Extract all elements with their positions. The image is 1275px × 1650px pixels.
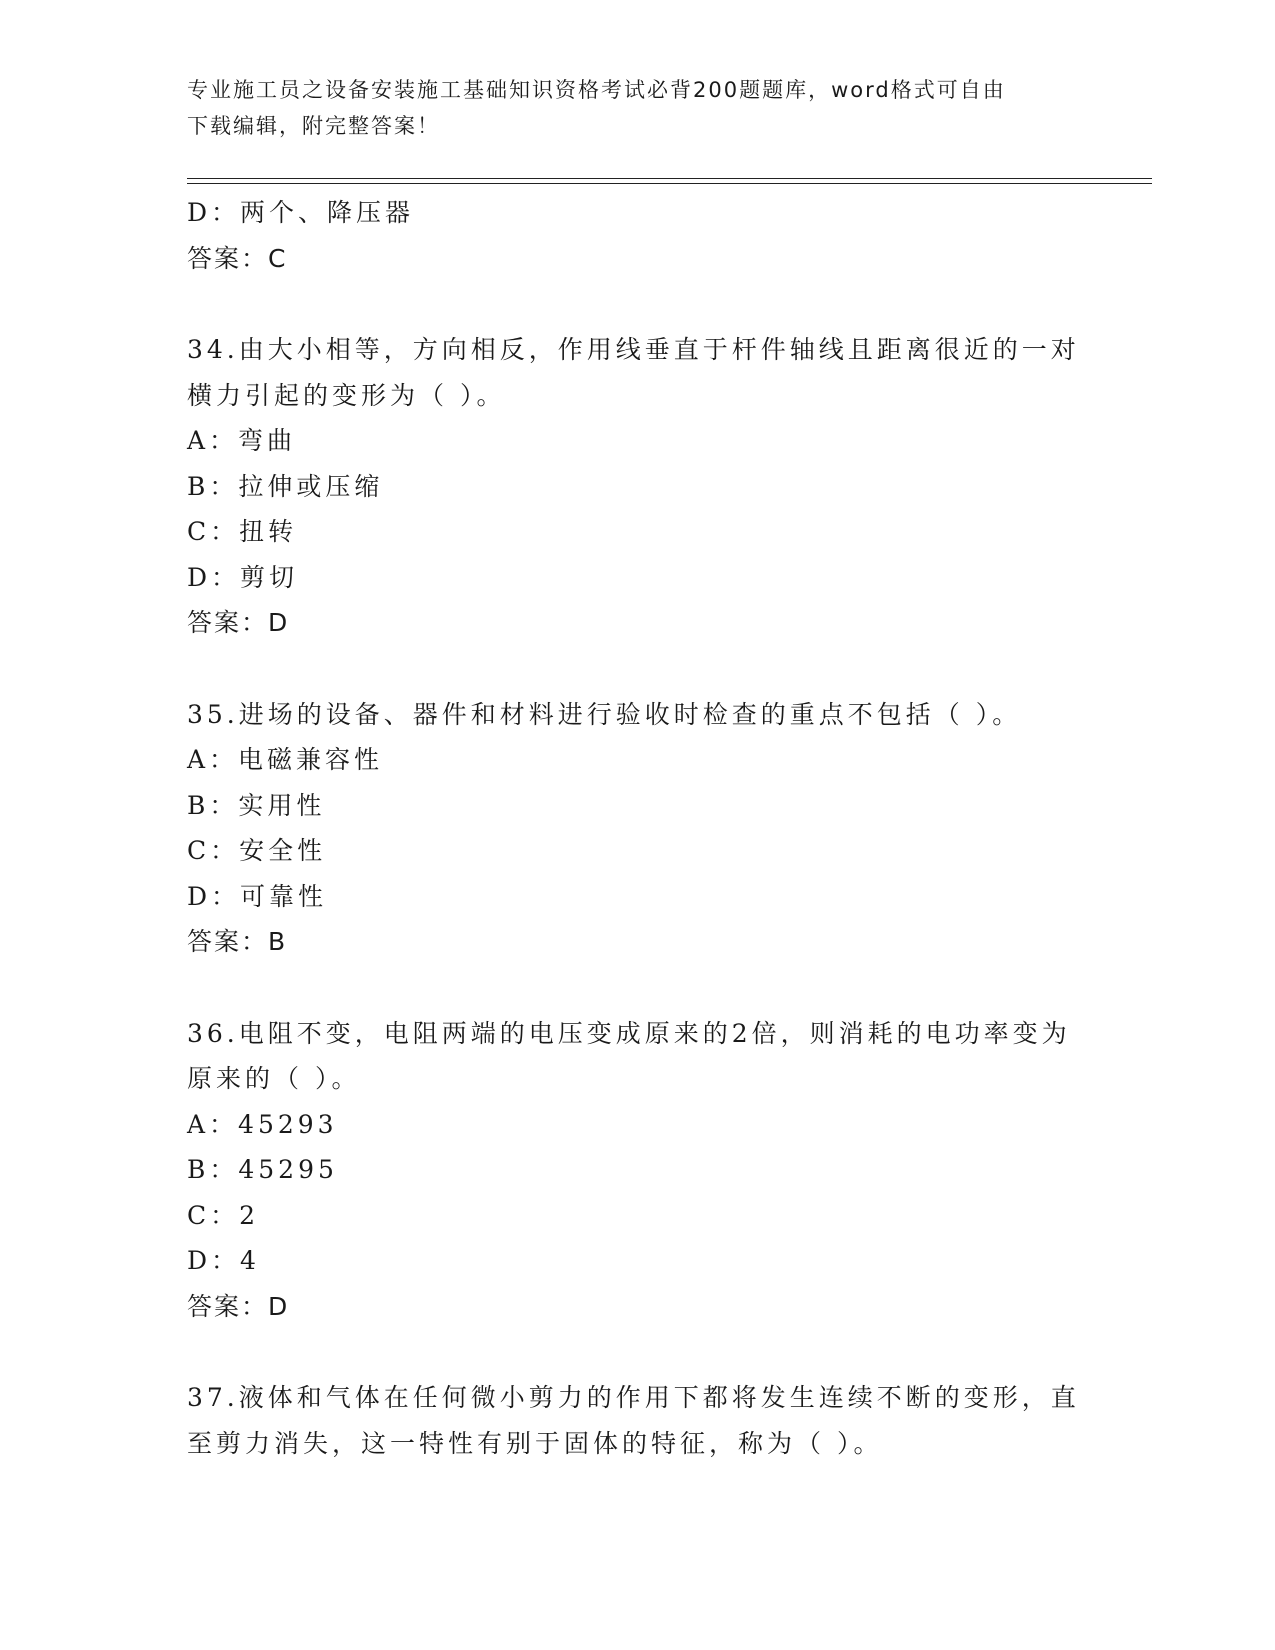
question-stem-line-2: 原来的（ ）。 bbox=[187, 1064, 361, 1093]
option-b: B：45295 bbox=[187, 1155, 338, 1184]
header-title-line-2: 下载编辑，附完整答案！ bbox=[187, 114, 440, 138]
option-a: A：电磁兼容性 bbox=[187, 745, 384, 774]
question-stem-line-1: 35.进场的设备、器件和材料进行验收时检查的重点不包括（ ）。 bbox=[187, 699, 1022, 729]
question-stem-line-1: 34.由大小相等，方向相反，作用线垂直于杆件轴线且距离很近的一对 bbox=[187, 335, 1080, 364]
document-header bbox=[187, 72, 1067, 144]
option-b: B：拉伸或压缩 bbox=[187, 471, 384, 501]
question-35 bbox=[187, 692, 1067, 965]
question-36 bbox=[187, 1011, 1071, 1330]
option-c: C：安全性 bbox=[187, 836, 327, 865]
option-a: A：45293 bbox=[187, 1109, 338, 1139]
spacer bbox=[187, 965, 1067, 1011]
option-d: D：4 bbox=[187, 1246, 260, 1275]
header-rule-bottom bbox=[187, 183, 1152, 184]
option-a: A：弯曲 bbox=[187, 426, 297, 455]
header-title-line-1: 专业施工员之设备安装施工基础知识资格考试必背200题题库，word格式可自由 bbox=[187, 78, 1006, 102]
answer-line: 答案：C bbox=[187, 243, 288, 273]
option-c: C：扭转 bbox=[187, 517, 298, 546]
question-34 bbox=[187, 327, 1080, 646]
option-d: D：两个、降压器 bbox=[187, 198, 415, 227]
option-d: D：可靠性 bbox=[187, 881, 328, 911]
answer-line: 答案：D bbox=[187, 1291, 290, 1321]
option-b: B：实用性 bbox=[187, 790, 326, 820]
spacer bbox=[187, 1329, 1067, 1375]
answer-line: 答案：B bbox=[187, 927, 288, 956]
question-stem-line-2: 至剪力消失，这一特性有别于固体的特征，称为（ ）。 bbox=[187, 1428, 883, 1458]
spacer bbox=[187, 646, 1067, 692]
answer-line: 答案：D bbox=[187, 608, 290, 637]
question-stem-line-1: 36.电阻不变，电阻两端的电压变成原来的2倍，则消耗的电功率变为 bbox=[187, 1018, 1071, 1048]
option-c: C：2 bbox=[187, 1200, 260, 1230]
option-d: D：剪切 bbox=[187, 562, 299, 592]
document-body bbox=[187, 190, 1080, 1466]
question-33-tail bbox=[187, 190, 1067, 281]
question-stem-line-2: 横力引起的变形为（ ）。 bbox=[187, 380, 506, 410]
question-37 bbox=[187, 1375, 1080, 1466]
header-rule-top bbox=[187, 178, 1152, 179]
question-stem-line-1: 37.液体和气体在任何微小剪力的作用下都将发生连续不断的变形，直 bbox=[187, 1383, 1080, 1412]
spacer bbox=[187, 281, 1067, 327]
